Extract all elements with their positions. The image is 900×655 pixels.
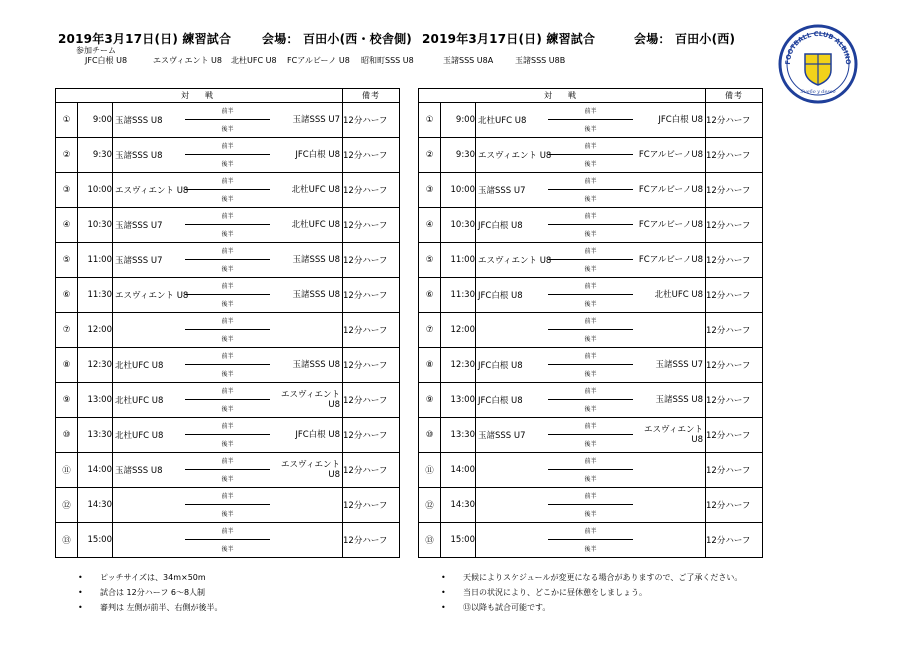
match-number: ② [419, 138, 441, 173]
away-team: FCアルビーノU8 [638, 255, 703, 265]
match-cell [113, 103, 343, 138]
match-divider [185, 539, 270, 540]
match-row [419, 348, 763, 383]
match-column-header: 対 戦 [56, 89, 343, 103]
match-number: ⑫ [56, 488, 78, 523]
first-half-label: 前半 [584, 213, 597, 220]
match-number: ⑫ [419, 488, 441, 523]
second-half-label: 後半 [221, 511, 234, 518]
away-team: 玉諸SSS U8 [292, 290, 340, 300]
home-team: 北杜UFC U8 [478, 116, 527, 126]
match-row [56, 453, 400, 488]
first-half-label: 前半 [584, 283, 597, 290]
match-time: 9:30 [78, 138, 113, 173]
match-divider [548, 434, 633, 435]
match-number: ⑧ [56, 348, 78, 383]
match-time: 9:00 [78, 103, 113, 138]
match-number: ⑦ [419, 313, 441, 348]
first-half-label: 前半 [584, 353, 597, 360]
home-team: 玉諸SSS U7 [478, 431, 526, 441]
match-divider [185, 119, 270, 120]
match-note: 12分ハーフ [343, 523, 400, 558]
left-title: 2019年3月17日(日) 練習試合 [58, 32, 232, 46]
home-team: エスヴィエント U8 [478, 151, 552, 161]
match-row [56, 383, 400, 418]
match-note: 12分ハーフ [343, 418, 400, 453]
match-divider [548, 154, 633, 155]
match-note: 12分ハーフ [343, 173, 400, 208]
second-half-label: 後半 [221, 126, 234, 133]
match-note: 12分ハーフ [706, 383, 763, 418]
match-time: 13:00 [78, 383, 113, 418]
match-row [56, 243, 400, 278]
away-team: 玉諸SSS U8 [655, 395, 703, 405]
away-team: 北杜UFC U8 [291, 185, 340, 195]
second-half-label: 後半 [221, 161, 234, 168]
first-half-label: 前半 [584, 318, 597, 325]
first-half-label: 前半 [221, 423, 234, 430]
match-divider [185, 399, 270, 400]
match-number: ⑬ [419, 523, 441, 558]
match-note: 12分ハーフ [706, 278, 763, 313]
participant-team: エスヴィエント U8 [153, 56, 223, 65]
note-column-header: 備考 [343, 89, 400, 103]
match-number: ④ [56, 208, 78, 243]
match-cell [476, 523, 706, 558]
match-divider [548, 329, 633, 330]
match-note: 12分ハーフ [343, 313, 400, 348]
away-team: FCアルビーノU8 [638, 150, 703, 160]
match-time: 11:00 [78, 243, 113, 278]
first-half-label: 前半 [221, 458, 234, 465]
participants-label: 参加チーム [76, 46, 116, 55]
note-item: • 試合は 12分ハーフ 6～8人制 [78, 585, 223, 600]
second-half-label: 後半 [221, 441, 234, 448]
match-time: 12:30 [78, 348, 113, 383]
match-cell [113, 208, 343, 243]
second-half-label: 後半 [584, 336, 597, 343]
match-row [419, 243, 763, 278]
away-team: 玉諸SSS U8 [292, 255, 340, 265]
match-row [56, 208, 400, 243]
first-half-label: 前半 [584, 178, 597, 185]
first-half-label: 前半 [221, 143, 234, 150]
match-cell [476, 348, 706, 383]
match-note: 12分ハーフ [706, 103, 763, 138]
match-time: 14:00 [78, 453, 113, 488]
second-half-label: 後半 [221, 546, 234, 553]
first-half-label: 前半 [221, 108, 234, 115]
second-half-label: 後半 [584, 406, 597, 413]
away-team: エスヴィエント U8 [281, 460, 340, 480]
match-row [419, 488, 763, 523]
match-note: 12分ハーフ [706, 208, 763, 243]
note-column-header: 備考 [706, 89, 763, 103]
away-team: JFC白根 U8 [295, 150, 340, 160]
match-time: 10:30 [441, 208, 476, 243]
match-note: 12分ハーフ [343, 278, 400, 313]
match-cell [113, 348, 343, 383]
match-divider [548, 504, 633, 505]
home-team: 玉諸SSS U7 [115, 221, 163, 231]
home-team: エスヴィエント U8 [115, 186, 189, 196]
match-cell [476, 173, 706, 208]
match-column-header: 対 戦 [419, 89, 706, 103]
first-half-label: 前半 [584, 108, 597, 115]
match-time: 10:30 [78, 208, 113, 243]
second-half-label: 後半 [221, 301, 234, 308]
match-note: 12分ハーフ [343, 348, 400, 383]
home-team: JFC白根 U8 [478, 396, 523, 406]
second-half-label: 後半 [221, 336, 234, 343]
match-note: 12分ハーフ [343, 453, 400, 488]
match-number: ⑧ [419, 348, 441, 383]
second-half-label: 後半 [584, 266, 597, 273]
right-venue: 会場： 百田小(西) [634, 32, 736, 46]
match-cell [113, 173, 343, 208]
away-team: JFC白根 U8 [295, 430, 340, 440]
match-row [56, 313, 400, 348]
note-item: • ピッチサイズは、34m×50m [78, 570, 223, 585]
match-divider [548, 539, 633, 540]
match-time: 11:30 [441, 278, 476, 313]
match-cell [113, 313, 343, 348]
first-half-label: 前半 [584, 143, 597, 150]
match-row [419, 138, 763, 173]
match-divider [185, 364, 270, 365]
match-number: ⑨ [56, 383, 78, 418]
match-cell [476, 138, 706, 173]
match-cell [113, 278, 343, 313]
match-divider [185, 259, 270, 260]
second-half-label: 後半 [221, 196, 234, 203]
match-cell [476, 418, 706, 453]
second-half-label: 後半 [221, 266, 234, 273]
second-half-label: 後半 [584, 196, 597, 203]
match-cell [113, 138, 343, 173]
match-number: ④ [419, 208, 441, 243]
away-team: エスヴィエント U8 [644, 425, 703, 445]
match-row [419, 208, 763, 243]
home-team: 玉諸SSS U7 [478, 186, 526, 196]
participant-team: 北杜UFC U8 [231, 56, 277, 65]
home-team: エスヴィエント U8 [478, 256, 552, 266]
match-cell [476, 278, 706, 313]
match-divider [185, 294, 270, 295]
match-time: 10:00 [78, 173, 113, 208]
participant-team: JFC白根 U8 [85, 56, 128, 65]
match-row [56, 418, 400, 453]
away-team: 玉諸SSS U7 [292, 115, 340, 125]
match-number: ⑨ [419, 383, 441, 418]
match-cell [113, 488, 343, 523]
home-team: 玉諸SSS U8 [115, 466, 163, 476]
match-time: 10:00 [441, 173, 476, 208]
left-notes [78, 570, 223, 615]
match-note: 12分ハーフ [706, 348, 763, 383]
away-team: JFC白根 U8 [658, 115, 703, 125]
match-note: 12分ハーフ [343, 103, 400, 138]
match-number: ⑬ [56, 523, 78, 558]
match-divider [548, 189, 633, 190]
first-half-label: 前半 [221, 248, 234, 255]
match-note: 12分ハーフ [706, 453, 763, 488]
match-note: 12分ハーフ [706, 138, 763, 173]
match-divider [548, 294, 633, 295]
home-team: エスヴィエント U8 [115, 291, 189, 301]
match-time: 11:30 [78, 278, 113, 313]
match-note: 12分ハーフ [706, 523, 763, 558]
home-team: JFC白根 U8 [478, 221, 523, 231]
match-note: 12分ハーフ [706, 243, 763, 278]
away-team: 北杜UFC U8 [654, 290, 703, 300]
match-note: 12分ハーフ [706, 313, 763, 348]
match-time: 14:30 [441, 488, 476, 523]
second-half-label: 後半 [221, 406, 234, 413]
match-time: 11:00 [441, 243, 476, 278]
match-cell [476, 383, 706, 418]
match-number: ⑥ [419, 278, 441, 313]
match-time: 15:00 [78, 523, 113, 558]
match-time: 12:30 [441, 348, 476, 383]
first-half-label: 前半 [221, 283, 234, 290]
match-divider [185, 469, 270, 470]
home-team: 玉諸SSS U8 [115, 116, 163, 126]
home-team: 北杜UFC U8 [115, 361, 164, 371]
match-cell [476, 243, 706, 278]
match-number: ① [56, 103, 78, 138]
match-row [419, 313, 763, 348]
match-number: ⑥ [56, 278, 78, 313]
match-note: 12分ハーフ [343, 208, 400, 243]
right-notes [441, 570, 742, 615]
match-row [56, 348, 400, 383]
match-cell [476, 453, 706, 488]
match-number: ⑩ [419, 418, 441, 453]
note-item: • 天候によりスケジュールが変更になる場合がありますので、ご了承ください。 [441, 570, 742, 585]
second-half-label: 後半 [584, 161, 597, 168]
match-note: 12分ハーフ [706, 488, 763, 523]
second-half-label: 後半 [584, 301, 597, 308]
match-divider [548, 364, 633, 365]
match-row [56, 103, 400, 138]
first-half-label: 前半 [584, 458, 597, 465]
match-cell [113, 243, 343, 278]
match-divider [548, 469, 633, 470]
first-half-label: 前半 [221, 388, 234, 395]
match-cell [113, 523, 343, 558]
match-divider [548, 224, 633, 225]
first-half-label: 前半 [584, 388, 597, 395]
match-row [419, 278, 763, 313]
second-half-label: 後半 [584, 231, 597, 238]
second-half-label: 後半 [584, 476, 597, 483]
second-half-label: 後半 [584, 441, 597, 448]
first-half-label: 前半 [584, 248, 597, 255]
left-venue: 会場： 百田小(西・校舎側) [262, 32, 412, 46]
first-half-label: 前半 [584, 493, 597, 500]
away-team: 玉諸SSS U8 [292, 360, 340, 370]
first-half-label: 前半 [221, 493, 234, 500]
match-note: 12分ハーフ [706, 418, 763, 453]
match-time: 9:30 [441, 138, 476, 173]
club-emblem-icon [778, 24, 858, 104]
first-half-label: 前半 [221, 318, 234, 325]
match-note: 12分ハーフ [343, 488, 400, 523]
match-number: ③ [419, 173, 441, 208]
match-time: 13:30 [441, 418, 476, 453]
match-row [56, 523, 400, 558]
match-row [56, 138, 400, 173]
match-number: ③ [56, 173, 78, 208]
second-half-label: 後半 [221, 371, 234, 378]
participant-teams [85, 55, 605, 67]
participant-team: 玉諸SSS U8B [515, 56, 566, 65]
match-time: 13:00 [441, 383, 476, 418]
match-time: 15:00 [441, 523, 476, 558]
match-number: ⑩ [56, 418, 78, 453]
first-half-label: 前半 [584, 528, 597, 535]
note-item: • 審判は 左側が前半、右側が後半。 [78, 600, 223, 615]
away-team: 北杜UFC U8 [291, 220, 340, 230]
match-cell [113, 383, 343, 418]
match-note: 12分ハーフ [343, 138, 400, 173]
match-cell [476, 488, 706, 523]
match-number: ② [56, 138, 78, 173]
match-number: ⑤ [56, 243, 78, 278]
match-row [419, 523, 763, 558]
match-divider [185, 189, 270, 190]
first-half-label: 前半 [221, 213, 234, 220]
match-time: 14:00 [441, 453, 476, 488]
match-time: 12:00 [441, 313, 476, 348]
match-divider [185, 329, 270, 330]
match-time: 12:00 [78, 313, 113, 348]
second-half-label: 後半 [584, 126, 597, 133]
match-divider [548, 119, 633, 120]
note-item: • ⑬以降も試合可能です。 [441, 600, 742, 615]
logo-motto: Sueño y deseo [800, 90, 836, 95]
participant-team: FCアルビーノ U8 [287, 56, 350, 65]
match-divider [548, 399, 633, 400]
match-row [419, 103, 763, 138]
home-team: 北杜UFC U8 [115, 431, 164, 441]
match-number: ⑦ [56, 313, 78, 348]
match-row [419, 383, 763, 418]
home-team: JFC白根 U8 [478, 361, 523, 371]
match-row [419, 453, 763, 488]
match-row [56, 278, 400, 313]
first-half-label: 前半 [584, 423, 597, 430]
match-number: ① [419, 103, 441, 138]
first-half-label: 前半 [221, 353, 234, 360]
match-divider [185, 224, 270, 225]
match-cell [476, 313, 706, 348]
match-divider [185, 504, 270, 505]
match-cell [476, 103, 706, 138]
away-team: FCアルビーノU8 [638, 185, 703, 195]
second-half-label: 後半 [584, 371, 597, 378]
match-row [419, 173, 763, 208]
second-half-label: 後半 [221, 476, 234, 483]
match-time: 13:30 [78, 418, 113, 453]
match-cell [113, 418, 343, 453]
match-note: 12分ハーフ [343, 383, 400, 418]
participant-team: 玉諸SSS U8A [443, 56, 494, 65]
home-team: 玉諸SSS U7 [115, 256, 163, 266]
away-team: FCアルビーノU8 [638, 220, 703, 230]
match-divider [185, 434, 270, 435]
second-half-label: 後半 [584, 546, 597, 553]
match-note: 12分ハーフ [343, 243, 400, 278]
match-note: 12分ハーフ [706, 173, 763, 208]
home-team: 玉諸SSS U8 [115, 151, 163, 161]
home-team: 北杜UFC U8 [115, 396, 164, 406]
match-row [419, 418, 763, 453]
first-half-label: 前半 [221, 528, 234, 535]
match-number: ⑤ [419, 243, 441, 278]
match-cell [476, 208, 706, 243]
right-schedule-table [418, 88, 763, 558]
match-time: 9:00 [441, 103, 476, 138]
match-time: 14:30 [78, 488, 113, 523]
match-row [56, 488, 400, 523]
logo-ring-text: FOOTBALL CLUB ALBINO [783, 29, 853, 65]
match-divider [548, 259, 633, 260]
participant-team: 昭和町SSS U8 [361, 56, 414, 65]
home-team: JFC白根 U8 [478, 291, 523, 301]
right-title: 2019年3月17日(日) 練習試合 [422, 32, 596, 46]
second-half-label: 後半 [584, 511, 597, 518]
away-team: 玉諸SSS U7 [655, 360, 703, 370]
match-cell [113, 453, 343, 488]
note-item: • 当日の状況により、どこかに昼休憩をしましょう。 [441, 585, 742, 600]
match-number: ⑪ [419, 453, 441, 488]
second-half-label: 後半 [221, 231, 234, 238]
left-schedule-table [55, 88, 400, 558]
match-row [56, 173, 400, 208]
first-half-label: 前半 [221, 178, 234, 185]
away-team: エスヴィエント U8 [281, 390, 340, 410]
match-divider [185, 154, 270, 155]
match-number: ⑪ [56, 453, 78, 488]
